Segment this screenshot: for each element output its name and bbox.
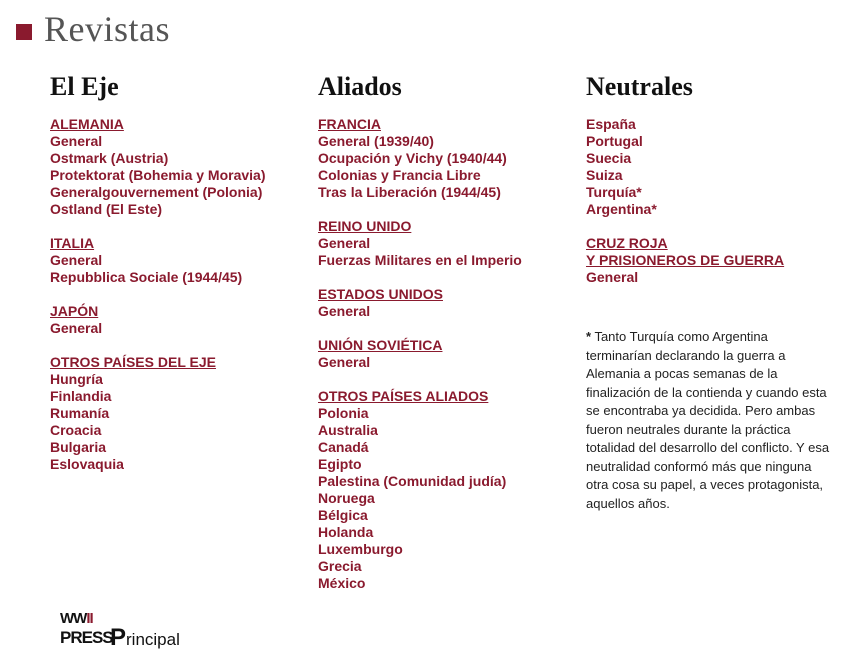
magazine-link[interactable]: Suiza bbox=[586, 167, 623, 183]
magazine-link[interactable]: Australia bbox=[318, 422, 378, 438]
magazine-link[interactable]: Luxemburgo bbox=[318, 541, 403, 557]
magazine-link[interactable]: General bbox=[50, 320, 103, 336]
magazine-link[interactable]: General bbox=[318, 235, 371, 251]
magazine-link[interactable]: Ocupación y Vichy (1940/44) bbox=[318, 150, 507, 166]
magazine-link[interactable]: Protektorat (Bohemia y Moravia) bbox=[50, 167, 266, 183]
magazine-link[interactable]: Grecia bbox=[318, 558, 362, 574]
magazine-link[interactable]: General bbox=[318, 354, 371, 370]
magazine-link[interactable]: Hungría bbox=[50, 371, 103, 387]
principal-initial[interactable]: P bbox=[110, 624, 127, 651]
magazine-link[interactable]: General bbox=[50, 133, 103, 149]
column-neutrales bbox=[586, 72, 784, 303]
magazine-link[interactable]: Canadá bbox=[318, 439, 369, 455]
column-heading: Aliados bbox=[318, 72, 402, 101]
magazine-link[interactable]: Holanda bbox=[318, 524, 374, 540]
column-aliados bbox=[318, 72, 522, 609]
column-heading: El Eje bbox=[50, 72, 119, 101]
section bbox=[586, 116, 784, 218]
magazine-link[interactable]: Colonias y Francia Libre bbox=[318, 167, 481, 183]
section-title-link[interactable]: CRUZ ROJA bbox=[586, 235, 668, 251]
section-title-link[interactable]: ITALIA bbox=[50, 235, 95, 251]
magazine-link[interactable]: Argentina* bbox=[586, 201, 657, 217]
magazine-link[interactable]: Ostland (El Este) bbox=[50, 201, 163, 217]
magazine-link[interactable]: Fuerzas Militares en el Imperio bbox=[318, 252, 522, 268]
page-header bbox=[16, 8, 170, 50]
magazine-link[interactable]: Ostmark (Austria) bbox=[50, 150, 169, 166]
section-title-link[interactable]: UNIÓN SOVIÉTICA bbox=[318, 337, 443, 353]
ww2-press-logo bbox=[60, 610, 113, 650]
footnote-text: Tanto Turquía como Argentina terminarían declarando la guerra a Alemania a pocas semanas de la finalización de la contienda y cuando esta se encontraba ya decidida. Pero ambas fueron neutrales durante la práctica totalidad del desarrollo del conflicto. Y esa neutralidad conformó más que ninguna otra cosa su papel, a veces protagonista, aquellos años. bbox=[586, 329, 830, 511]
magazine-link[interactable]: General bbox=[586, 269, 639, 285]
page-title: Revistas bbox=[44, 9, 170, 49]
section-title-link[interactable]: OTROS PAÍSES ALIADOS bbox=[318, 388, 489, 404]
logo-press: PRESS bbox=[60, 628, 113, 647]
section bbox=[318, 388, 522, 592]
section bbox=[50, 354, 266, 473]
section-title-link[interactable]: FRANCIA bbox=[318, 116, 381, 132]
magazine-link[interactable]: Polonia bbox=[318, 405, 369, 421]
section bbox=[50, 235, 266, 286]
magazine-link[interactable]: Generalgouvernement (Polonia) bbox=[50, 184, 263, 200]
column-el-eje bbox=[50, 72, 266, 490]
section bbox=[318, 286, 522, 320]
section bbox=[318, 116, 522, 201]
footnote-star: * bbox=[586, 329, 592, 344]
section-title-link[interactable]: ESTADOS UNIDOS bbox=[318, 286, 443, 302]
magazine-link[interactable]: Bélgica bbox=[318, 507, 368, 523]
magazine-link[interactable]: Palestina (Comunidad judía) bbox=[318, 473, 507, 489]
magazine-link[interactable]: Finlandia bbox=[50, 388, 112, 404]
column-heading: Neutrales bbox=[586, 72, 693, 101]
section-title-link[interactable]: JAPÓN bbox=[50, 303, 99, 319]
magazine-link[interactable]: Repubblica Sociale (1944/45) bbox=[50, 269, 243, 285]
section bbox=[50, 116, 266, 218]
magazine-link[interactable]: Eslovaquia bbox=[50, 456, 124, 472]
magazine-link[interactable]: España bbox=[586, 116, 636, 132]
magazine-link[interactable]: Suecia bbox=[586, 150, 632, 166]
section bbox=[586, 235, 784, 286]
principal-rest[interactable]: rincipal bbox=[126, 630, 180, 649]
logo-ii: II bbox=[86, 610, 93, 627]
principal-link[interactable] bbox=[60, 610, 180, 650]
section-title-link[interactable]: OTROS PAÍSES DEL EJE bbox=[50, 354, 216, 370]
magazine-link[interactable]: General bbox=[50, 252, 103, 268]
section bbox=[318, 218, 522, 269]
section bbox=[318, 337, 522, 371]
logo-ww: WW bbox=[60, 610, 87, 627]
magazine-link[interactable]: Egipto bbox=[318, 456, 362, 472]
magazine-link[interactable]: Portugal bbox=[586, 133, 643, 149]
magazine-link[interactable]: Croacia bbox=[50, 422, 102, 438]
section-title-link[interactable]: ALEMANIA bbox=[50, 116, 124, 132]
magazine-link[interactable]: México bbox=[318, 575, 366, 591]
magazine-link[interactable]: Rumanía bbox=[50, 405, 110, 421]
magazine-link[interactable]: Noruega bbox=[318, 490, 375, 506]
magazine-link[interactable]: General (1939/40) bbox=[318, 133, 434, 149]
section bbox=[50, 303, 266, 337]
footnote bbox=[586, 328, 836, 513]
magazine-link[interactable]: Turquía* bbox=[586, 184, 642, 200]
section-title-link[interactable]: Y PRISIONEROS DE GUERRA bbox=[586, 252, 785, 268]
magazine-link[interactable]: General bbox=[318, 303, 371, 319]
magazine-link[interactable]: Bulgaria bbox=[50, 439, 107, 455]
title-square-icon bbox=[16, 24, 32, 40]
section-title-link[interactable]: REINO UNIDO bbox=[318, 218, 412, 234]
magazine-link[interactable]: Tras la Liberación (1944/45) bbox=[318, 184, 501, 200]
